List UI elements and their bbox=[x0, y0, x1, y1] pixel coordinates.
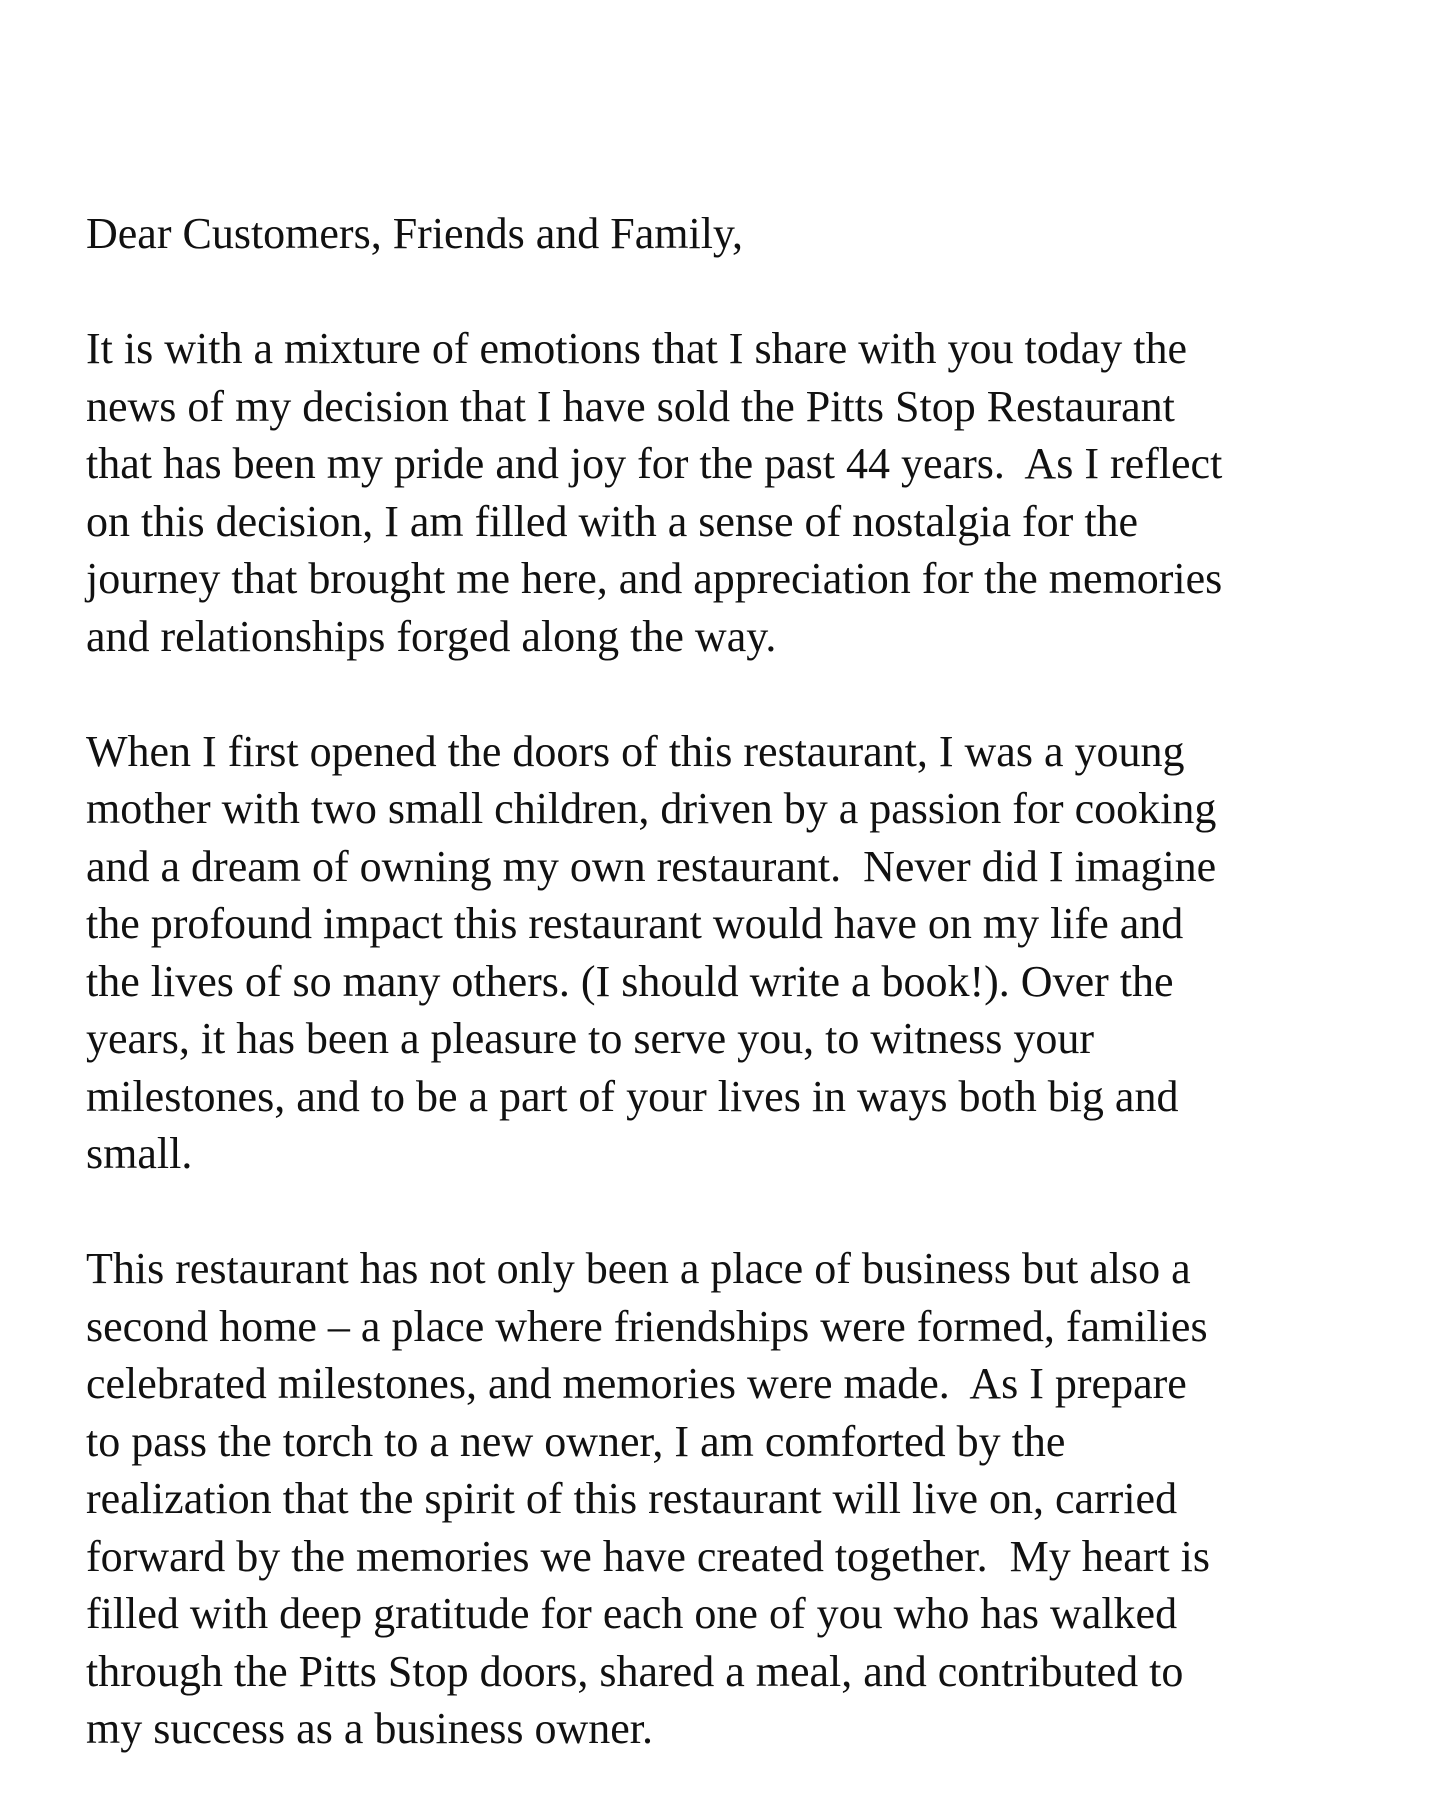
paragraph-1 bbox=[86, 320, 1376, 665]
paragraph-line: news of my decision that I have sold the Pitts Stop Restaurant bbox=[86, 381, 1175, 431]
letter-body bbox=[86, 205, 1376, 1758]
paragraph-line: realization that the spirit of this restaurant will live on, carried bbox=[86, 1474, 1178, 1523]
paragraph-line: This restaurant has not only been a place of business but also a bbox=[86, 1244, 1191, 1293]
paragraph-line: that has been my pride and joy for the past 44 years. As I reflect bbox=[86, 439, 1223, 488]
paragraph-line: the lives of so many others. (I should write a book!). Over the bbox=[86, 956, 1174, 1006]
paragraph-line: small. bbox=[86, 1129, 193, 1178]
paragraph-3 bbox=[86, 1240, 1376, 1758]
paragraph-line: through the Pitts Stop doors, shared a meal, and contributed to bbox=[86, 1646, 1184, 1696]
paragraph-line: my success as a business owner. bbox=[86, 1704, 654, 1753]
paragraph-line: mother with two small children, driven by a passion for cooking bbox=[86, 784, 1217, 833]
paragraph-line: When I first opened the doors of this restaurant, I was a young bbox=[86, 726, 1185, 776]
paragraph-line: filled with deep gratitude for each one of you who has walked bbox=[86, 1589, 1178, 1638]
paragraph-line: celebrated milestones, and memories were made. As I prepare bbox=[86, 1359, 1187, 1408]
paragraph-line: second home – a place where friendships were formed, families bbox=[86, 1301, 1208, 1351]
paragraph-line: forward by the memories we have created together. My heart is bbox=[86, 1531, 1211, 1581]
paragraph-line: the profound impact this restaurant would have on my life and bbox=[86, 899, 1184, 948]
salutation: Dear Customers, Friends and Family, bbox=[86, 209, 744, 258]
paragraph-line: and relationships forged along the way. bbox=[86, 611, 777, 661]
paragraph-line: It is with a mixture of emotions that I share with you today the bbox=[86, 324, 1188, 373]
paragraph-line: to pass the torch to a new owner, I am comforted by the bbox=[86, 1416, 1066, 1466]
paragraph-2 bbox=[86, 723, 1376, 1183]
paragraph-line: and a dream of owning my own restaurant. Never did I imagine bbox=[86, 841, 1217, 891]
paragraph-line: journey that brought me here, and appreciation for the memories bbox=[86, 554, 1223, 603]
paragraph-line: years, it has been a pleasure to serve you, to witness your bbox=[86, 1014, 1095, 1063]
paragraph-line: milestones, and to be a part of your lives in ways both big and bbox=[86, 1071, 1179, 1121]
paragraph-line: on this decision, I am filled with a sense of nostalgia for the bbox=[86, 496, 1139, 546]
